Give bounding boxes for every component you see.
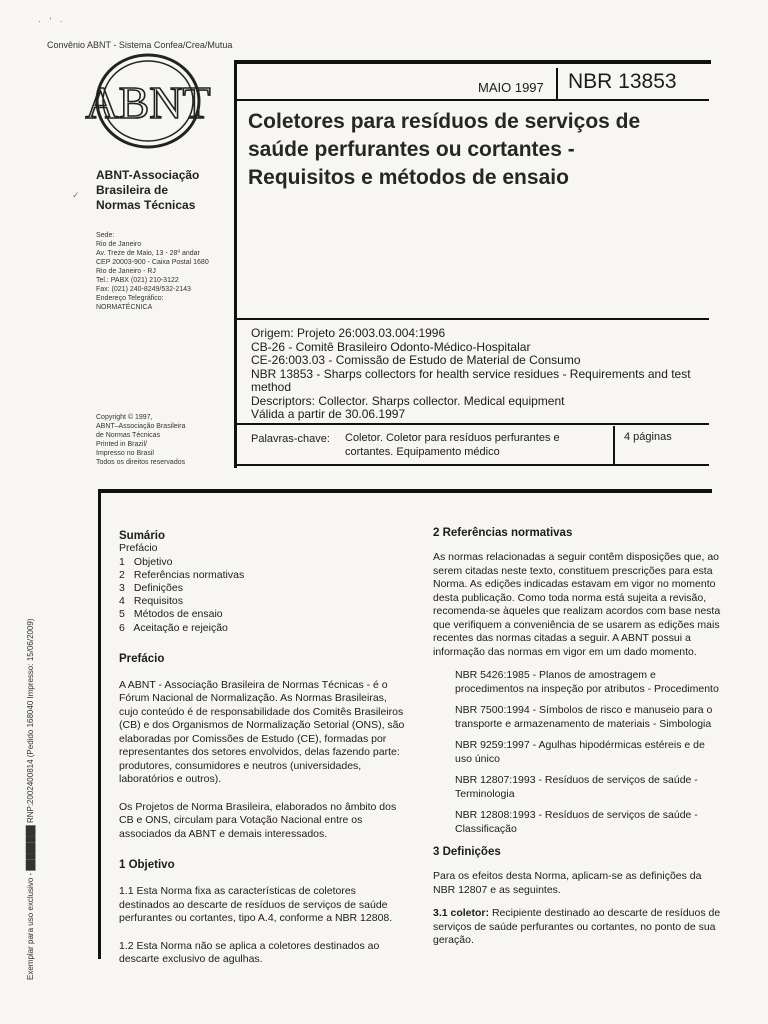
list-item: 4 Requisitos [119,595,183,608]
reference-list [433,669,723,836]
right-column [433,527,723,948]
preface-title: Prefácio [119,652,165,665]
keywords-rule-top [237,423,709,425]
section-2-title: 2 Referências normativas [433,527,573,539]
definition-text: Recipiente destinado ao descarte de resíduos de serviços de saúde perfurantes ou cortantes, no ponto de sua geração. [433,907,721,946]
summary-title: Sumário [119,530,166,542]
scan-mark: · ' · [38,16,66,26]
date-divider [556,68,558,100]
abnt-logo [85,52,211,150]
body-rule-left [98,489,101,959]
origin-rule [237,318,709,320]
section-1-1: 1.1 Esta Norma fixa as características de coletores destinados ao descarte de resíduos de serviços de saúde perfurantes ou cortantes, tipo A.4, conforme a NBR 12808. [119,885,393,925]
list-item: NBR 7500:1994 - Símbolos de risco e manuseio para o transporte e armazenamento de materiais - Simbologia [455,704,713,730]
header-rule-top [234,60,711,64]
section-3-title: 3 Definições [433,846,501,858]
sede-address: Sede: Rio de Janeiro Av. Treze de Maio, 13 - 28º andar CEP 20003-900 - Caixa Postal 1680 Rio de Janeiro - RJ Tel.: PABX (021) 210-3122 Fax: (021) 240-8249/532-2143 Endereço Telegráfico: NORMATÉCNICA [96,232,209,311]
preface-paragraph-1: A ABNT - Associação Brasileira de Normas Técnicas - é o Fórum Nacional de Normalização. As Normas Brasileiras, cujo conteúdo é de responsabilidade dos Comitês Brasileiros (CB) e dos Organismos de Normalização Setorial (ONS), são elaboradas por Comissões de Estudo (CE), formadas por representantes dos setores envolvidos, delas fazendo parte: produtores, consumidores e neutros (universidades, laboratórios e outros). [119,678,405,786]
summary-list [119,556,409,635]
list-item: 5 Métodos de ensaio [119,608,223,621]
section-1-2: 1.2 Esta Norma não se aplica a coletores destinados ao descarte exclusivo de agulhas. [119,939,380,966]
summary-intro: Prefácio [119,542,158,554]
list-item: 6 Aceitação e rejeição [119,621,228,634]
header-note: Convênio ABNT - Sistema Confea/Crea/Mutua [47,40,233,50]
origin-block: Origem: Projeto 26:003.03.004:1996 CB-26 - Comitê Brasileiro Odonto-Médico-Hospitalar CE-26:003.03 - Comissão de Estudo de Material de Consumo NBR 13853 - Sharps collectors for health service residues - Requirements and test method Descriptors: Collector. Sharps collector. Medical equipment Válida a partir de 30.06.1997 [251,326,691,421]
copyright: Copyright © 1997, ABNT–Associação Brasileira de Normas Técnicas Printed in Brazil/ Impresso no Brasil Todos os direitos reservados [96,414,186,466]
pages-divider [613,426,615,464]
list-item: 1 Objetivo [119,555,173,568]
org-name: ABNT-Associação Brasileira de Normas Técnicas [96,168,200,212]
document-title: Coletores para resíduos de serviços de saúde perfurantes ou cortantes - Requisitos e métodos de ensaio [248,110,641,189]
scan-mark-2: ✓ [72,190,80,200]
left-column [119,530,409,967]
vertical-license-note: Exemplar para uso exclusivo - ████████ RNP:2002400814 (Pedido 168040 Impresso: 15/06/2009) [26,618,35,980]
section-1-title: 1 Objetivo [119,859,175,872]
keywords-text: Coletor. Coletor para resíduos perfurantes e cortantes. Equipamento médico [345,432,560,458]
preface-paragraph-2: Os Projetos de Norma Brasileira, elaborados no âmbito dos CB e ONS, circulam para Votação Nacional entre os associados da ABNT e demais interessados. [119,800,397,840]
list-item: 2 Referências normativas [119,568,245,581]
page-count: 4 páginas [624,431,672,443]
header-rule-left [234,64,237,468]
body-rule-top [98,489,712,493]
list-item: NBR 5426:1985 - Planos de amostragem e procedimentos na inspeção por atributos - Procedimento [455,669,719,695]
definition-term: 3.1 coletor: [433,907,490,919]
list-item: NBR 12808:1993 - Resíduos de serviços de saúde - Classificação [455,809,698,835]
section-3-intro: Para os efeitos desta Norma, aplicam-se as definições da NBR 12807 e as seguintes. [433,870,702,896]
standard-number: NBR 13853 [568,70,677,93]
logo-text: ABNT [85,77,211,128]
definition-3-1 [433,907,723,948]
section-2-intro: As normas relacionadas a seguir contêm disposições que, ao serem citadas neste texto, constituem prescrições para esta Norma. As edições indicadas estavam em vigor no momento desta publicação. Como toda norma está sujeita a revisão, recomenda-se àqueles que realizam acordos com base nesta que verifiquem a conveniência de se usarem as edições mais recentes das normas citadas a seguir. A ABNT possui a informação das normas em vigor em um dado momento. [433,551,721,658]
header-rule-date [237,99,709,101]
list-item: 3 Definições [119,581,183,594]
keywords-rule-bottom [237,464,709,466]
list-item: NBR 12807:1993 - Resíduos de serviços de saúde - Terminologia [455,774,698,800]
keywords-label: Palavras-chave: [251,433,330,445]
publication-date: MAIO 1997 [478,80,544,95]
list-item: NBR 9259:1997 - Agulhas hipodérmicas estéreis e de uso único [455,739,705,765]
